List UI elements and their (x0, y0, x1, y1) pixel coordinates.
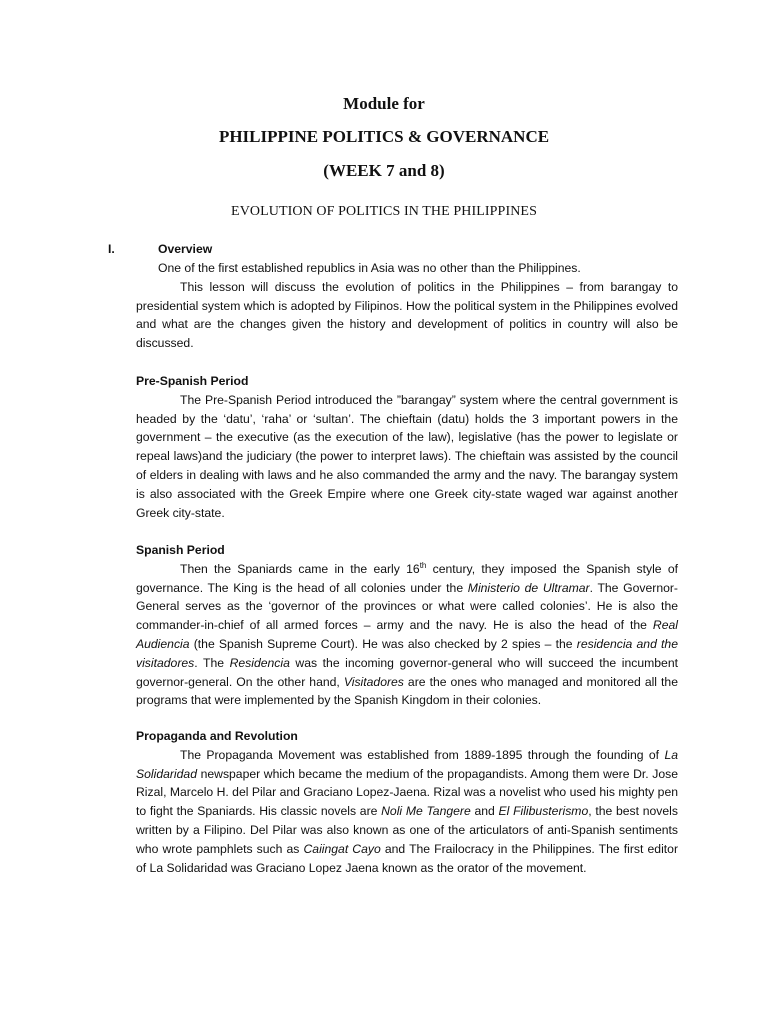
section-number: I. (108, 242, 115, 256)
overview-heading: Overview (158, 242, 213, 256)
spanish-heading: Spanish Period (136, 543, 225, 557)
overview-line: One of the first established republics in Asia was no other than the Philippines. (158, 261, 581, 275)
subject-title: PHILIPPINE POLITICS & GOVERNANCE (218, 127, 550, 146)
module-for-label: Module for (343, 94, 425, 113)
pre-spanish-section (136, 372, 678, 522)
pre-spanish-paragraph: The Pre-Spanish Period introduced the ”barangay” system where the central government is headed by the ‘datu’, ‘raha’ or ‘sultan’. The chieftain (datu) holds the 3 important powers in the government – the executive (as the execution of the law), legislative (has the power to legislate or repeal laws)and the judiciary (the power to interpret laws). The chieftain was assisted by the council of elders in dealing with laws and he also commanded the army and the navy. The barangay system is also associated with the Greek Empire where one Greek city-state waged war against another Greek city-state. (136, 392, 678, 520)
propaganda-heading: Propaganda and Revolution (136, 729, 298, 743)
pre-spanish-heading: Pre-Spanish Period (136, 374, 249, 388)
overview-paragraph: This lesson will discuss the evolution of politics in the Philippines – from barangay to presidential system which is adopted by Filipinos. How the political system in the Philippines evolved and what are the changes given the history and development of politics in country will also be discussed. (136, 279, 678, 351)
spanish-paragraph: Then the Spaniards came in the early 16th century, they imposed the Spanish style of governance. The King is the head of all colonies under the Ministerio de Ultramar. The Governor-General serves as the ‘governor of the provinces or what were called colonies’. He is also the commander-in-chief of all armed forces – army and the navy. He is also the head of the Real Audiencia (the Spanish Supreme Court). He was also checked by 2 spies – the residencia and the visitadores. The Residencia was the incoming governor-general who will succeed the incumbent governor-general. On the other hand, Visitadores are the ones who managed and monitored all the programs that were implemented by the Spanish Kingdom in their colonies. (136, 560, 678, 708)
spanish-section (136, 541, 678, 710)
propaganda-section (136, 727, 678, 877)
propaganda-paragraph: The Propaganda Movement was established from 1889-1895 through the founding of La Solidaridad newspaper which became the medium of the propagandists. Among them were Dr. Jose Rizal, Marcelo H. del Pilar and Graciano Lopez-Jaena. Rizal was a novelist who used his mighty pen to fight the Spaniards. His classic novels are Noli Me Tangere and El Filibusterismo, the best novels written by a Filipino. Del Pilar was also known as one of the articulators of anti-Spanish sentiments who wrote pamphlets such as Caiingat Cayo and The Frailocracy in the Philippines. The first editor of La Solidaridad was Graciano Lopez Jaena known as the orator of the movement. (136, 747, 678, 875)
overview-body (136, 259, 678, 353)
lesson-title: EVOLUTION OF POLITICS IN THE PHILIPPINES (231, 204, 537, 219)
week-label: (WEEK 7 and 8) (323, 161, 445, 180)
